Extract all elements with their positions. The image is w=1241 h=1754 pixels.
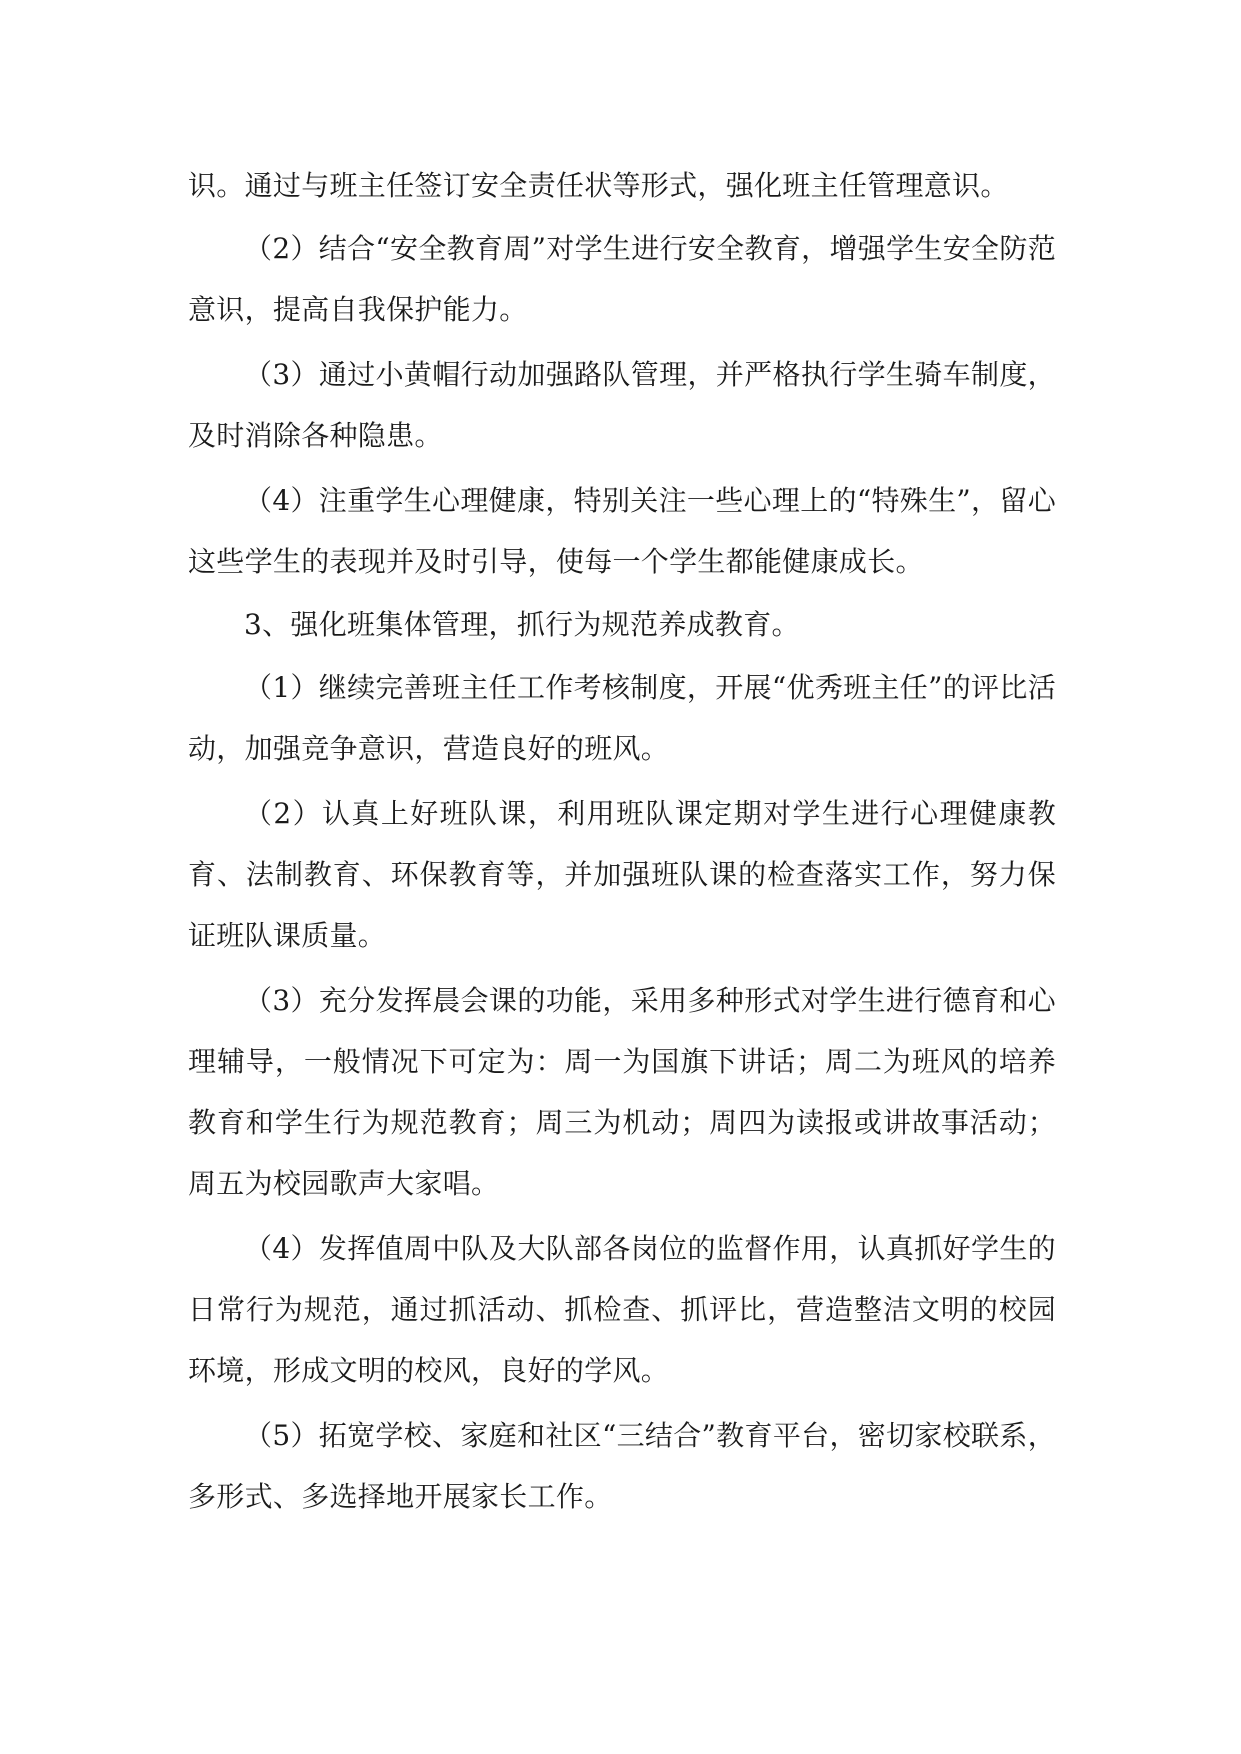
paragraph-continuation: 识。通过与班主任签订安全责任状等形式，强化班主任管理意识。 (188, 169, 1009, 202)
paragraph-home-school: （5）拓宽学校、家庭和社区“三结合”教育平台，密切家校联系，多形式、多选择地开展家长工作。 (188, 1419, 1056, 1513)
section-heading-class-management: 3、强化班集体管理，抓行为规范养成教育。 (244, 608, 800, 641)
paragraph-safety-week: （2）结合“安全教育周”对学生进行安全教育，增强学生安全防范意识，提高自我保护能力。 (188, 232, 1056, 326)
paragraph-assessment: （1）继续完善班主任工作考核制度，开展“优秀班主任”的评比活动，加强竞争意识，营造良好的班风。 (188, 671, 1056, 765)
paragraph-mental-health: （4）注重学生心理健康，特别关注一些心理上的“特殊生”，留心这些学生的表现并及时引导，使每一个学生都能健康成长。 (188, 484, 1056, 578)
paragraph-morning-meeting: （3）充分发挥晨会课的功能，采用多种形式对学生进行德育和心理辅导，一般情况下可定为：周一为国旗下讲话；周二为班风的培养教育和学生行为规范教育；周三为机动；周四为读报或讲故事活动；周五为校园歌声大家唱。 (188, 984, 1056, 1200)
paragraph-class-lessons: （2）认真上好班队课，利用班队课定期对学生进行心理健康教育、法制教育、环保教育等，并加强班队课的检查落实工作，努力保证班队课质量。 (188, 797, 1056, 952)
document-body (188, 155, 1056, 1527)
paragraph-yellow-cap: （3）通过小黄帽行动加强路队管理，并严格执行学生骑车制度，及时消除各种隐患。 (188, 358, 1056, 452)
paragraph-supervision: （4）发挥值周中队及大队部各岗位的监督作用，认真抓好学生的日常行为规范，通过抓活动、抓检查、抓评比，营造整洁文明的校园环境，形成文明的校风，良好的学风。 (188, 1232, 1056, 1387)
